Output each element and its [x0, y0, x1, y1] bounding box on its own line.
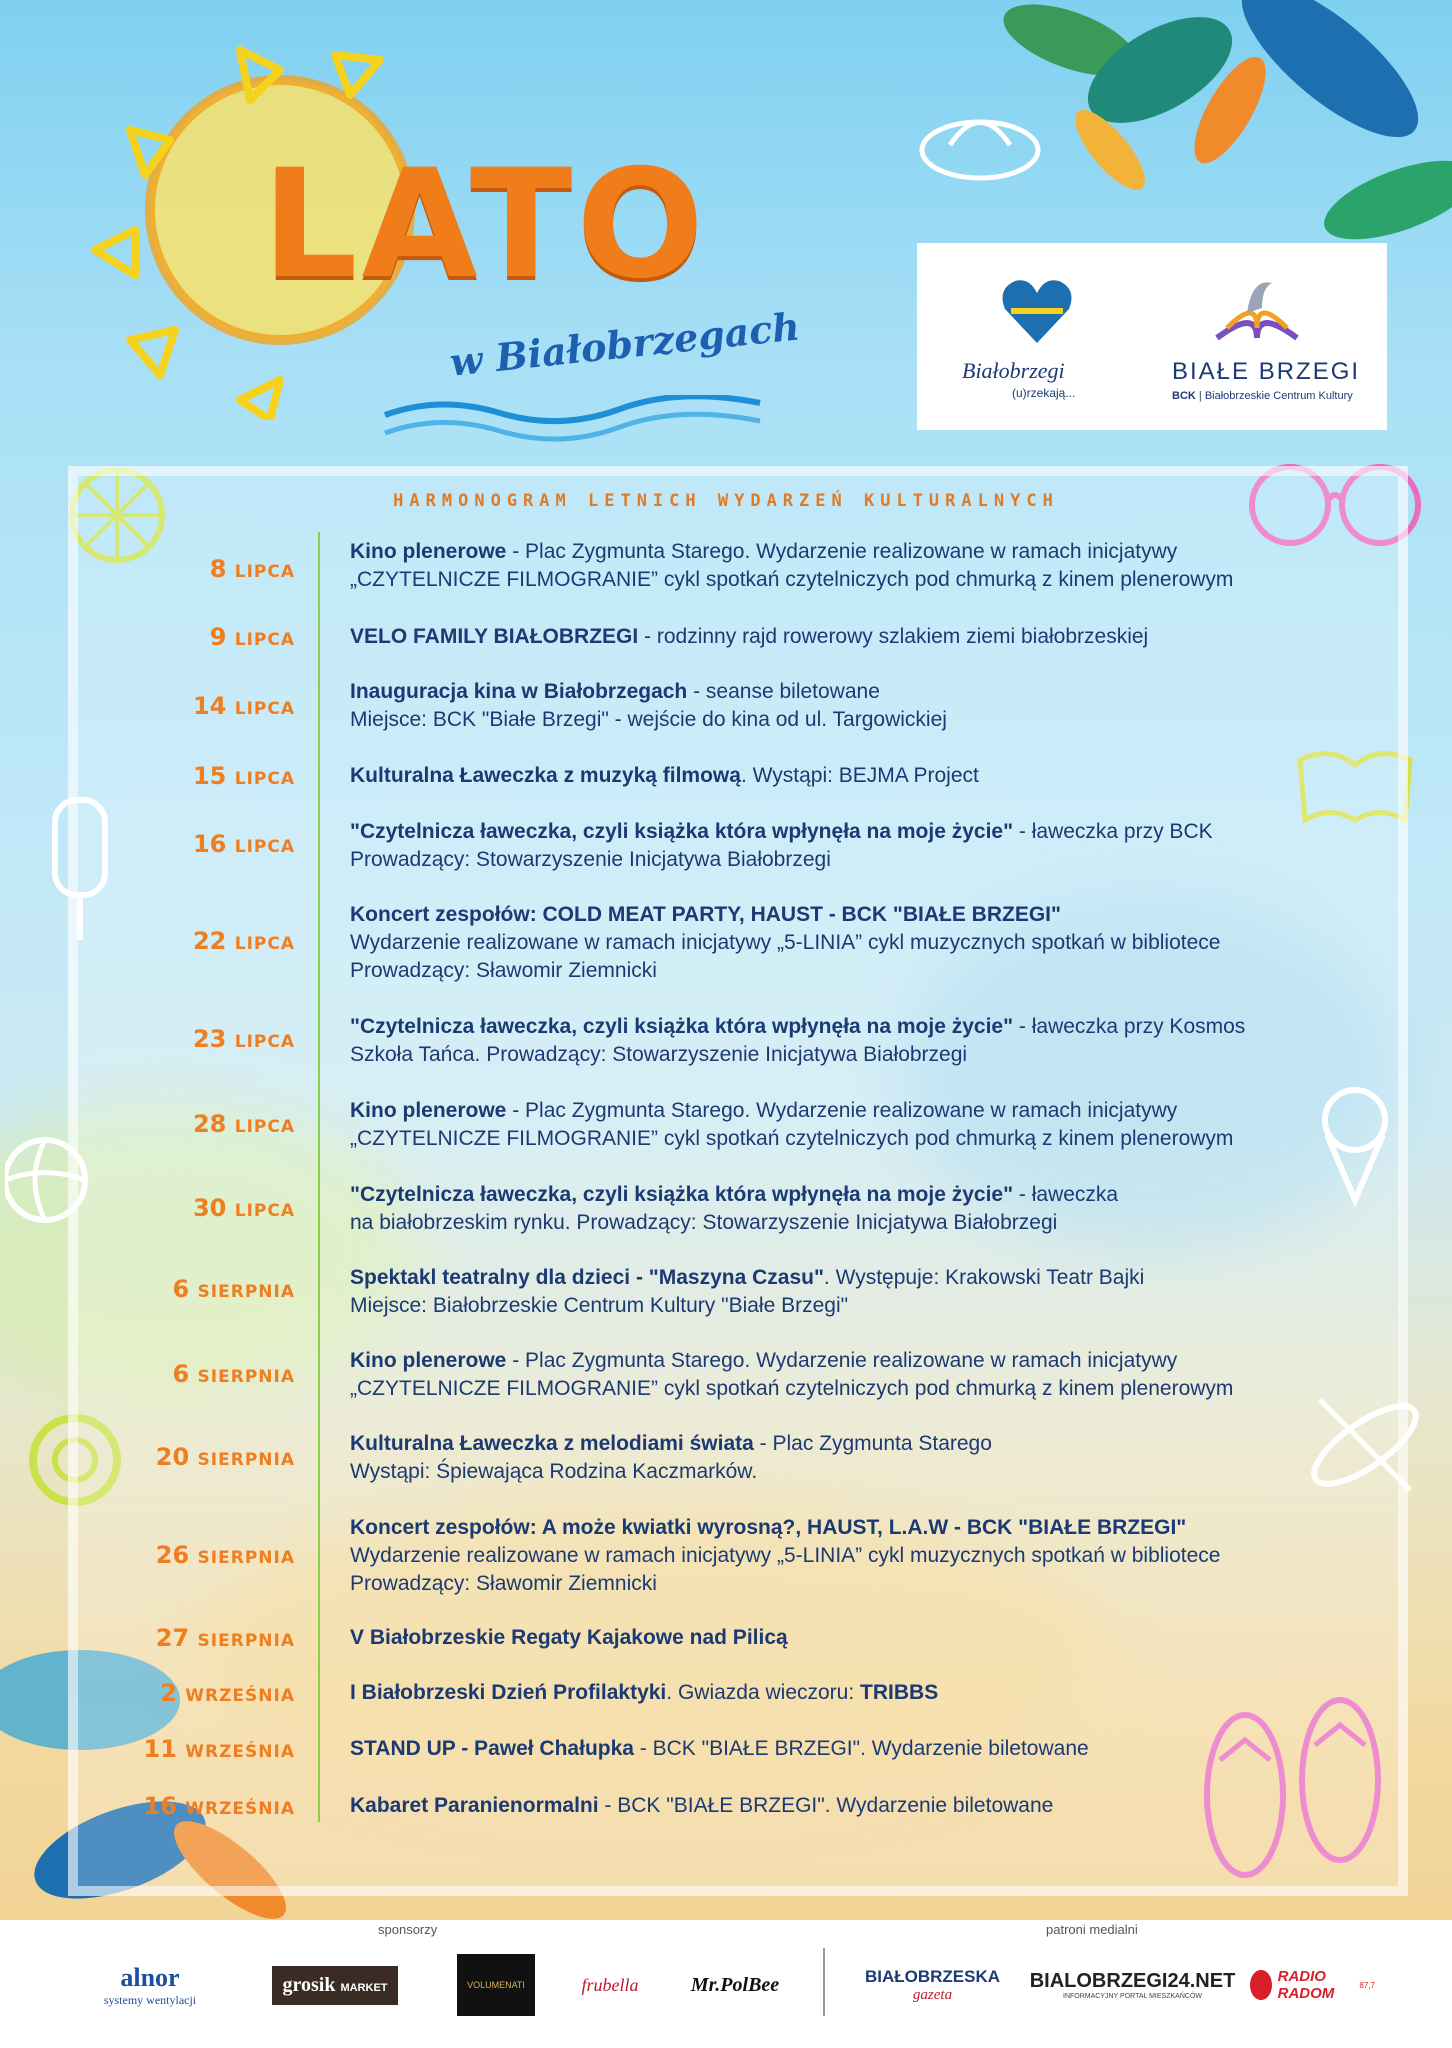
- event-day: 15: [192, 762, 227, 790]
- waves-icon: [380, 395, 780, 445]
- event-text: - ławeczka przy Kosmos: [1013, 1015, 1246, 1038]
- event-description: [350, 1679, 1370, 1707]
- event-description: [350, 623, 1370, 651]
- event-date: [35, 830, 295, 858]
- event-date: [35, 1110, 295, 1138]
- event-month: LIPCA: [234, 1201, 295, 1221]
- event-date: [35, 1679, 295, 1707]
- event-title: Spektakl teatralny dla dzieci - "Maszyna Czasu": [350, 1266, 824, 1289]
- event-title: "Czytelnicza ławeczka, czyli książka która wpłynęła na moje życie": [350, 1183, 1014, 1206]
- bck-logo-name: BIAŁE BRZEGI: [1172, 358, 1361, 385]
- event-day: 16: [143, 1792, 177, 1820]
- event-date: [35, 1792, 295, 1820]
- event-text: „CZYTELNICZE FILMOGRANIE” cykl spotkań czytelniczych pod chmurką z kinem plenerowym: [350, 1377, 1234, 1400]
- event-day: 28: [192, 1110, 227, 1138]
- sponsor-name: alnor: [120, 1962, 180, 1992]
- event-text: - ławeczka przy BCK: [1013, 820, 1213, 843]
- partner-logos: [917, 243, 1387, 430]
- event-text: - ławeczka: [1013, 1183, 1119, 1206]
- sponsor-sub: MARKET: [340, 1981, 388, 1994]
- media-logo-radio-radom: [1250, 1950, 1375, 2020]
- event-month: LIPCA: [234, 1032, 295, 1052]
- event-month: LIPCA: [234, 562, 295, 582]
- media-name: RADIO RADOM: [1277, 1968, 1335, 2002]
- media-logo-bialobrzegi24: [1029, 1950, 1236, 2020]
- event-title: Inauguracja kina w Białobrzegach: [350, 680, 688, 703]
- timeline-divider: [318, 532, 320, 1822]
- event-date: [35, 1443, 295, 1471]
- event-date: [35, 692, 295, 720]
- event-text: - Plac Zygmunta Starego. Wydarzenie realizowane w ramach inicjatywy: [506, 1349, 1178, 1372]
- event-day: 22: [192, 927, 227, 955]
- event-day: 14: [192, 692, 227, 720]
- sponsor-logo-alnor: [80, 1950, 220, 2020]
- event-text: Szkoła Tańca. Prowadzący: Stowarzyszenie Inicjatywa Białobrzegi: [350, 1043, 968, 1066]
- event-title: Kino plenerowe: [350, 1099, 507, 1122]
- event-guest: TRIBBS: [860, 1681, 939, 1704]
- event-title: V Białobrzeskie Regaty Kajakowe nad Pilicą: [350, 1626, 788, 1649]
- event-title: "Czytelnicza ławeczka, czyli książka która wpłynęła na moje życie": [350, 1015, 1014, 1038]
- sponsor-logo-mrpolbee: [680, 1950, 790, 2020]
- event-text: - Plac Zygmunta Starego. Wydarzenie realizowane w ramach inicjatywy: [506, 540, 1178, 563]
- event-month: LIPCA: [234, 769, 295, 789]
- media-sub: INFORMACYJNY PORTAL MIESZKAŃCÓW: [1063, 1993, 1202, 2000]
- event-day: 20: [155, 1443, 190, 1471]
- event-description: [350, 1347, 1370, 1403]
- event-month: LIPCA: [234, 934, 295, 954]
- event-day: 30: [192, 1194, 227, 1222]
- schedule-heading: HARMONOGRAM LETNICH WYDARZEŃ KULTURALNYCH: [393, 491, 1059, 511]
- event-day: 27: [155, 1624, 190, 1652]
- event-month: LIPCA: [234, 630, 295, 650]
- event-description: [350, 1514, 1370, 1598]
- event-text: . Wystąpi: BEJMA Project: [740, 764, 979, 787]
- event-text: Miejsce: BCK "Białe Brzegi" - wejście do kina od ul. Targowickiej: [350, 708, 947, 731]
- book-swan-logo-icon: [1207, 268, 1307, 348]
- event-day: 26: [155, 1541, 190, 1569]
- event-title: Kino plenerowe: [350, 1349, 507, 1372]
- event-text: na białobrzeskim rynku. Prowadzący: Stowarzyszenie Inicjatywa Białobrzegi: [350, 1211, 1058, 1234]
- event-month: WRZEŚNIA: [185, 1742, 295, 1762]
- footer-divider: [823, 1948, 825, 2016]
- event-date: [35, 1541, 295, 1569]
- event-day: 9: [209, 623, 227, 651]
- sponsor-name: frubella: [581, 1974, 639, 1995]
- event-title: Kino plenerowe: [350, 540, 507, 563]
- event-description: [350, 1735, 1370, 1763]
- sponsor-name: VOLUMENATI: [457, 1954, 535, 2016]
- event-text: . Gwiazda wieczoru:: [666, 1681, 861, 1704]
- event-description: [350, 818, 1370, 874]
- page-subtitle: w Białobrzegach: [447, 303, 802, 385]
- event-month: SIERPNIA: [197, 1367, 295, 1387]
- radio-icon: [1250, 1970, 1272, 2000]
- event-date: [35, 1275, 295, 1303]
- event-title: Koncert zespołów: COLD MEAT PARTY, HAUST - BCK "BIAŁE BRZEGI": [350, 903, 1061, 926]
- sponsor-name: Mr.PolBee: [690, 1973, 780, 1996]
- event-description: [350, 1181, 1370, 1237]
- event-text: Prowadzący: Stowarzyszenie Inicjatywa Białobrzegi: [350, 848, 831, 871]
- event-day: 16: [192, 830, 227, 858]
- sponsor-sub: systemy wentylacji: [103, 1992, 197, 2007]
- event-month: LIPCA: [234, 1117, 295, 1137]
- event-date: [35, 1735, 295, 1763]
- media-name: BIALOBRZEGI24.NET: [1029, 1970, 1236, 1992]
- event-title: STAND UP - Paweł Chałupka: [350, 1737, 634, 1760]
- event-date: [35, 1360, 295, 1388]
- event-day: 8: [209, 555, 227, 583]
- sponsor-name: grosik: [282, 1973, 336, 1996]
- event-title: Kulturalna Ławeczka z melodiami świata: [350, 1432, 754, 1455]
- event-text: Prowadzący: Sławomir Ziemnicki: [350, 1572, 657, 1595]
- event-text: „CZYTELNICZE FILMOGRANIE” cykl spotkań czytelniczych pod chmurką z kinem plenerowym: [350, 1127, 1234, 1150]
- event-description: [350, 901, 1370, 985]
- event-month: LIPCA: [234, 699, 295, 719]
- event-text: - BCK "BIAŁE BRZEGI". Wydarzenie biletowane: [598, 1794, 1054, 1817]
- event-text: - Plac Zygmunta Starego. Wydarzenie realizowane w ramach inicjatywy: [506, 1099, 1178, 1122]
- event-title: I Białobrzeski Dzień Profilaktyki: [350, 1681, 667, 1704]
- event-title: VELO FAMILY BIAŁOBRZEGI: [350, 625, 639, 648]
- event-month: WRZEŚNIA: [185, 1799, 295, 1819]
- event-month: LIPCA: [234, 837, 295, 857]
- event-text: Prowadzący: Sławomir Ziemnicki: [350, 959, 657, 982]
- media-name: BIAŁOBRZESKA: [864, 1966, 1001, 1986]
- media-logo-gazeta: [855, 1950, 1010, 2020]
- event-text: - Plac Zygmunta Starego: [753, 1432, 992, 1455]
- event-description: [350, 1430, 1370, 1486]
- event-date: [35, 927, 295, 955]
- event-text: - rodzinny rajd rowerowy szlakiem ziemi białobrzeskiej: [638, 625, 1149, 648]
- event-month: SIERPNIA: [197, 1282, 295, 1302]
- city-logo-tagline: (u)rzekają...: [1012, 386, 1076, 400]
- event-description: [350, 1097, 1370, 1153]
- media-label: patroni medialni: [1046, 1922, 1138, 1937]
- event-description: [350, 1264, 1370, 1320]
- city-logo-name: Białobrzegi: [962, 358, 1065, 383]
- sponsor-logo-frubella: [570, 1950, 650, 2020]
- event-title: Kulturalna Ławeczka z muzyką filmową: [350, 764, 741, 787]
- event-date: [35, 623, 295, 651]
- event-description: [350, 1792, 1370, 1820]
- event-day: 23: [192, 1025, 227, 1053]
- sponsor-logo-volumenati: [455, 1950, 537, 2020]
- event-description: [350, 1624, 1370, 1652]
- event-date: [35, 1624, 295, 1652]
- event-description: [350, 678, 1370, 734]
- event-text: Wydarzenie realizowane w ramach inicjatywy „5-LINIA” cykl muzycznych spotkań w bibliotece: [350, 1544, 1221, 1567]
- event-title: Kabaret Paranienormalni: [350, 1794, 599, 1817]
- sun-hat-icon: [915, 95, 1045, 195]
- event-text: - seanse biletowane: [687, 680, 880, 703]
- media-sub: 87,7: [1359, 1980, 1375, 1990]
- event-description: [350, 538, 1370, 594]
- event-text: Miejsce: Białobrzeskie Centrum Kultury "Białe Brzegi": [350, 1294, 849, 1317]
- page-title: LATO: [262, 138, 708, 312]
- heart-logo-icon: [997, 271, 1077, 351]
- event-day: 6: [172, 1360, 190, 1388]
- media-sub: gazeta: [912, 1986, 953, 2003]
- event-description: [350, 1013, 1370, 1069]
- event-day: 11: [143, 1735, 177, 1763]
- sponsor-logo-grosik: [255, 1950, 415, 2020]
- event-text: . Występuje: Krakowski Teatr Bajki: [823, 1266, 1145, 1289]
- bck-logo-full: | Białobrzeskie Centrum Kultury: [1198, 390, 1353, 402]
- event-text: Wydarzenie realizowane w ramach inicjatywy „5-LINIA” cykl muzycznych spotkań w bibliotece: [350, 931, 1221, 954]
- event-title: "Czytelnicza ławeczka, czyli książka która wpłynęła na moje życie": [350, 820, 1014, 843]
- event-date: [35, 1194, 295, 1222]
- event-text: Wystąpi: Śpiewająca Rodzina Kaczmarków.: [350, 1460, 758, 1483]
- event-month: SIERPNIA: [197, 1631, 295, 1651]
- event-text: - BCK "BIAŁE BRZEGI". Wydarzenie biletowane: [633, 1737, 1089, 1760]
- event-date: [35, 762, 295, 790]
- event-date: [35, 1025, 295, 1053]
- sponsors-label: sponsorzy: [378, 1922, 438, 1937]
- bck-logo-abbr: BCK: [1172, 390, 1196, 402]
- event-month: WRZEŚNIA: [185, 1686, 295, 1706]
- event-description: [350, 762, 1370, 790]
- event-day: 6: [172, 1275, 190, 1303]
- event-month: SIERPNIA: [197, 1450, 295, 1470]
- event-title: Koncert zespołów: A może kwiatki wyrosną?, HAUST, L.A.W - BCK "BIAŁE BRZEGI": [350, 1516, 1187, 1539]
- event-date: [35, 555, 295, 583]
- event-text: „CZYTELNICZE FILMOGRANIE” cykl spotkań czytelniczych pod chmurką z kinem plenerowym: [350, 568, 1234, 591]
- event-day: 2: [160, 1679, 177, 1707]
- event-month: SIERPNIA: [197, 1548, 295, 1568]
